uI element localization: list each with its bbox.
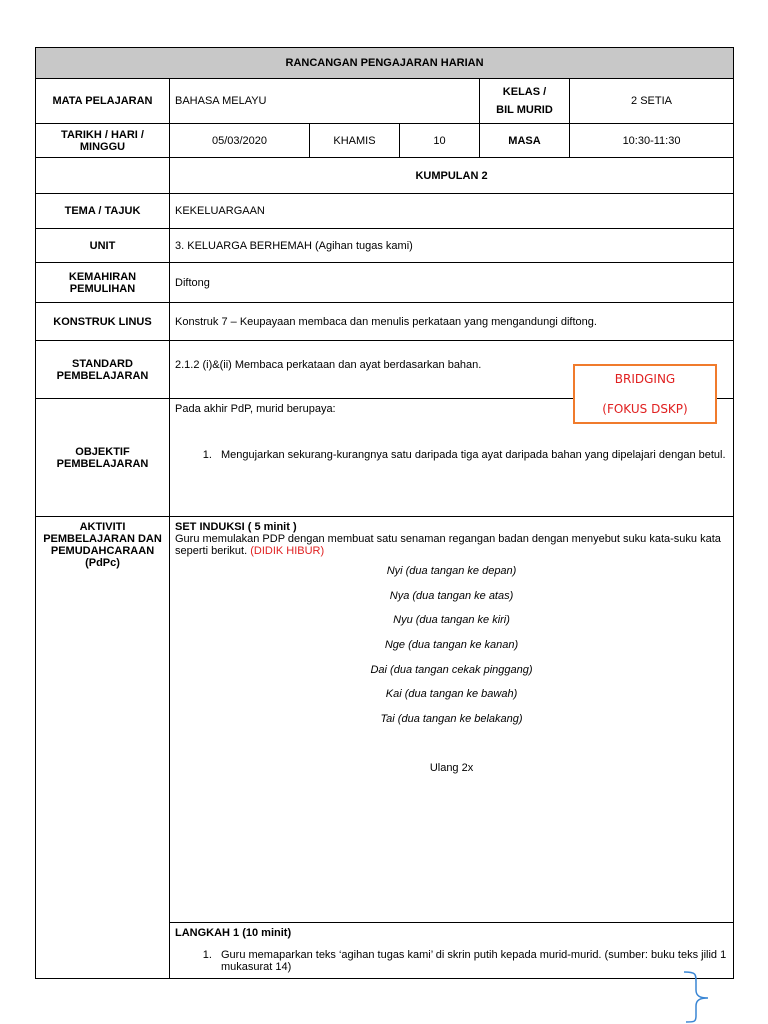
list-item: Nya (dua tangan ke atas) <box>389 589 514 602</box>
row-mata-pelajaran <box>36 79 734 124</box>
langkah1-cell <box>170 923 734 979</box>
value-masa: 10:30-11:30 <box>570 124 734 158</box>
page-title: RANCANGAN PENGAJARAN HARIAN <box>36 48 734 79</box>
label-kemahiran: KEMAHIRAN PEMULIHAN <box>36 263 170 303</box>
set-induksi-text <box>175 533 728 557</box>
kumpulan-empty-cell <box>36 158 170 194</box>
curly-brace-icon <box>682 968 712 1024</box>
label-konstruk: KONSTRUK LINUS <box>36 303 170 341</box>
value-day: KHAMIS <box>310 124 400 158</box>
label-tarikh: TARIKH / HARI / MINGGU <box>36 124 170 158</box>
langkah1-title: LANGKAH 1 (10 minit) <box>175 927 292 939</box>
set-induksi-title: SET INDUKSI ( 5 minit ) <box>175 521 297 533</box>
lesson-plan-table <box>35 47 734 979</box>
set-induksi-description: Guru memulakan PDP dengan membuat satu senaman regangan badan dengan menyebut suku kata-suku kata seperti berikut. <box>175 533 721 557</box>
list-item: 1. Mengujarkan sekurang-kurangnya satu daripada tiga ayat daripada bahan yang dipelajari dengan betul. <box>215 449 728 461</box>
label-mata-pelajaran: MATA PELAJARAN <box>36 79 170 124</box>
label-aktiviti: AKTIVITI PEMBELAJARAN DAN PEMUDAHCARAAN (PdPc) <box>36 517 170 979</box>
value-kumpulan: KUMPULAN 2 <box>170 158 734 194</box>
list-item: Tai (dua tangan ke belakang) <box>380 713 523 726</box>
value-date: 05/03/2020 <box>170 124 310 158</box>
label-kelas-line2: BIL MURID <box>496 104 553 116</box>
label-kelas <box>480 79 570 124</box>
list-item: Nyi (dua tangan ke depan) <box>386 565 517 577</box>
row-aktiviti <box>36 517 734 923</box>
row-kumpulan <box>36 158 734 194</box>
objektif-list <box>175 449 728 461</box>
value-unit: 3. KELUARGA BERHEMAH (Agihan tugas kami) <box>170 229 734 263</box>
label-standard: STANDARD PEMBELAJARAN <box>36 341 170 399</box>
row-tarikh <box>36 124 734 158</box>
row-tema <box>36 194 734 229</box>
list-item: Nge (dua tangan ke kanan) <box>384 639 519 652</box>
header-row <box>36 48 734 79</box>
value-mata-pelajaran: BAHASA MELAYU <box>170 79 480 124</box>
list-item: Kai (dua tangan ke bawah) <box>385 688 518 701</box>
list-item: Nyu (dua tangan ke kiri) <box>393 614 510 627</box>
label-tema: TEMA / TAJUK <box>36 194 170 229</box>
didik-hibur-tag: (DIDIK HIBUR) <box>250 545 325 557</box>
row-kemahiran <box>36 263 734 303</box>
value-konstruk: Konstruk 7 – Keupayaan membaca dan menulis perkataan yang mengandungi diftong. <box>170 303 734 341</box>
value-tema: KEKELUARGAAN <box>170 194 734 229</box>
label-objektif: OBJEKTIF PEMBELAJARAN <box>36 399 170 517</box>
list-item: 1. Guru memaparkan teks ‘agihan tugas kami’ di skrin putih kepada murid-murid. (sumber: buku teks jilid 1 mukasurat 14) <box>215 949 728 973</box>
callout-line1: BRIDGING <box>614 372 676 386</box>
callout-line2: (FOKUS DSKP) <box>602 402 688 416</box>
repeat-note: Ulang 2x <box>429 761 474 774</box>
label-kelas-line1: KELAS / <box>502 86 547 98</box>
langkah1-list <box>175 949 728 973</box>
syllable-exercise-list <box>175 563 728 736</box>
bridging-callout <box>573 364 717 424</box>
row-konstruk <box>36 303 734 341</box>
row-unit <box>36 229 734 263</box>
value-kemahiran: Diftong <box>170 263 734 303</box>
value-standard: 2.1.2 (i)&(ii) Membaca perkataan dan ayat berdasarkan bahan. <box>170 341 734 399</box>
label-unit: UNIT <box>36 229 170 263</box>
objektif-intro: Pada akhir PdP, murid berupaya: <box>175 403 336 415</box>
label-masa: MASA <box>480 124 570 158</box>
value-week: 10 <box>400 124 480 158</box>
value-kelas: 2 SETIA <box>570 79 734 124</box>
set-induksi-cell <box>170 517 734 923</box>
list-item: Dai (dua tangan cekak pinggang) <box>370 663 533 676</box>
